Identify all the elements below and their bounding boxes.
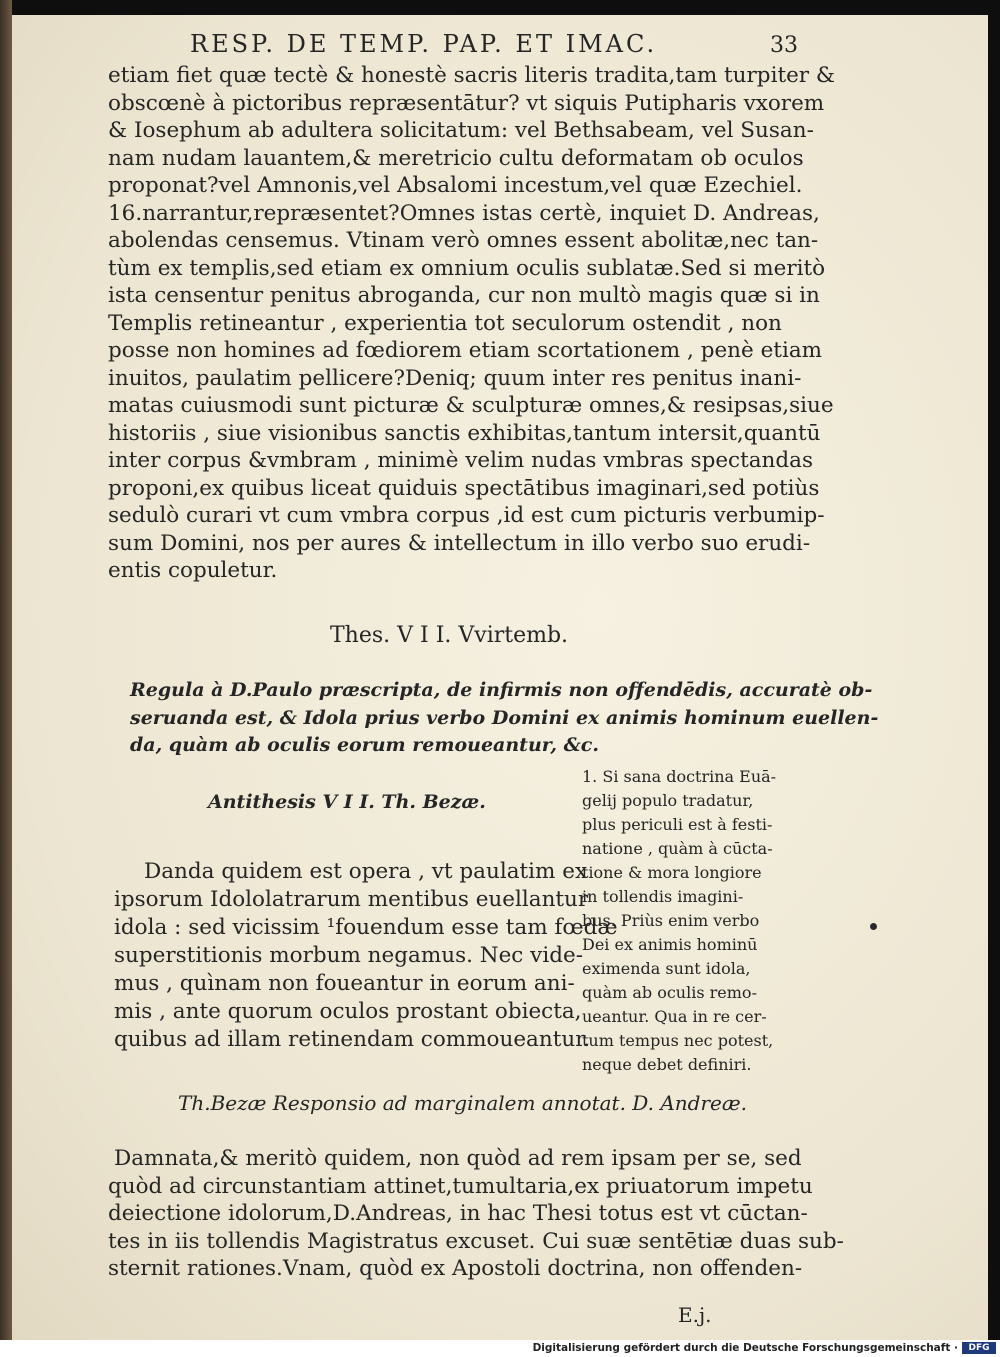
text-line: 16.narrantur,repræsentet?Omnes istas certè, inquiet D. Andreas, (108, 200, 820, 226)
footer-bar (0, 1340, 1000, 1357)
text-line: ista censentur penitus abroganda, cur non multò magis quæ si in (108, 283, 820, 308)
marginal-note (582, 765, 776, 1077)
text-line: Dei ex animis hominū (582, 935, 758, 954)
text-line: Danda quidem est opera , vt paulatim ex (144, 859, 588, 884)
text-line: matas cuiusmodi sunt picturæ & sculpturæ omnes,& resipsas,siue (108, 393, 834, 418)
text-line: mis , ante quorum oculos prostant obiecta, (114, 999, 582, 1024)
text-line: neque debet definiri. (582, 1055, 752, 1074)
response-text (108, 1145, 844, 1283)
text-line: Regula à D.Paulo præscripta, de infirmis non offendēdis, accuratè ob- (130, 679, 873, 701)
text-line: inter corpus &vmbram , minimè velim nudas vmbras spectandas (108, 448, 814, 473)
text-line: superstitionis morbum negamus. Nec vide- (114, 943, 583, 968)
text-line: tione & mora longiore (582, 863, 762, 882)
text-line: mus , quìnam non foueantur in eorum ani- (114, 971, 575, 996)
text-line: quòd ad circunstantiam attinet,tumultaria,ex priuatorum impetu (108, 1173, 813, 1199)
text-line: plus periculi est à festi- (582, 815, 773, 834)
text-line: quàm ab oculis remo- (582, 983, 757, 1002)
text-line: obscœnè à pictoribus repræsentātur? vt siquis Putipharis vxorem (108, 90, 825, 116)
ink-spot (870, 923, 877, 930)
response-heading: Th.Bezæ Responsio ad marginalem annotat. D. Andreæ. (178, 1091, 747, 1115)
text-line: tes in iis tollendis Magistratus excuset. Cui suæ sentētiæ duas sub- (108, 1228, 844, 1254)
text-line: eximenda sunt idola, (582, 959, 751, 978)
text-line: proponat?vel Amnonis,vel Absalomi incestum,vel quæ Ezechiel. (108, 173, 803, 198)
text-line: sum Domini, nos per aures & intellectum in illo verbo suo erudi- (108, 530, 811, 556)
text-line: etiam fiet quæ tectè & honestè sacris literis tradita,tam turpiter & (108, 63, 836, 88)
text-line: sedulò curari vt cum vmbra corpus ,id est cum picturis verbumip- (108, 503, 825, 528)
text-line: & Iosephum ab adultera solicitatum: vel Bethsabeam, vel Susan- (108, 118, 814, 143)
text-line: natione , quàm à cūcta- (582, 839, 773, 858)
text-line: idola : sed vicissim ¹fouendum esse tam fœdæ (114, 915, 618, 940)
text-line: gelij populo tradatur, (582, 791, 754, 810)
text-line: seruanda est, & Idola prius verbo Domini ex animis hominum euellen- (130, 706, 879, 729)
thesis-heading: Thes. V I I. Vvirtemb. (330, 623, 569, 648)
text-line: inuitos, paulatim pellicere?Deniq; quum inter res penitus inani- (108, 365, 802, 391)
antithesis-text (114, 858, 618, 1054)
paragraph-1 (108, 62, 835, 585)
footer-credit: Digitalisierung gefördert durch die Deutsche Forschungsgemeinschaft · (532, 1342, 958, 1354)
text-line: nam nudam lauantem,& meretricio cultu deformatam ob oculos (108, 145, 804, 171)
text-line: posse non homines ad fœdiorem etiam scortationem , penè etiam (108, 338, 823, 363)
text-line: in tollendis imagini- (582, 887, 744, 906)
text-line: bus. Priùs enim verbo (582, 911, 760, 930)
text-line: sternit rationes.Vnam, quòd ex Apostoli doctrina, non offenden- (108, 1256, 803, 1281)
text-line: entis copuletur. (108, 558, 278, 583)
text-line: 1. Si sana doctrina Euā- (582, 767, 777, 786)
text-line: ueantur. Qua in re cer- (582, 1007, 767, 1026)
text-line: deiectione idolorum,D.Andreas, in hac Thesi totus est vt cūctan- (108, 1201, 808, 1226)
book-spine-edge (0, 0, 12, 1340)
page-number: 33 (770, 33, 798, 58)
text-line: da, quàm ab oculis eorum remoueantur, &c. (130, 734, 599, 756)
antithesis-heading: Antithesis V I I. Th. Bezæ. (208, 791, 486, 813)
text-line: ipsorum Idololatrarum mentibus euellantur (114, 887, 589, 912)
text-line: tùm ex templis,sed etiam ex omnium oculis sublatæ.Sed si meritò (108, 255, 826, 281)
text-line: tum tempus nec potest, (582, 1031, 774, 1050)
text-line: quibus ad illam retinendam commoueantur. (114, 1027, 590, 1052)
book-page (12, 15, 988, 1340)
running-title: RESP. DE TEMP. PAP. ET IMAC. (190, 30, 658, 58)
dfg-logo: DFG (962, 1342, 996, 1354)
text-line: Damnata,& meritò quidem, non quòd ad rem ipsam per se, sed (114, 1146, 802, 1171)
signature-mark: E.j. (678, 1303, 712, 1327)
thesis-text (130, 677, 878, 760)
text-line: proponi,ex quibus liceat quiduis spectātibus imaginari,sed potiùs (108, 475, 820, 501)
text-line: abolendas censemus. Vtinam verò omnes essent abolitæ,nec tan- (108, 228, 819, 253)
text-line: historiis , siue visionibus sanctis exhibitas,tantum intersit,quantū (108, 420, 821, 446)
text-line: Templis retineantur , experientia tot seculorum ostendit , non (108, 310, 782, 336)
